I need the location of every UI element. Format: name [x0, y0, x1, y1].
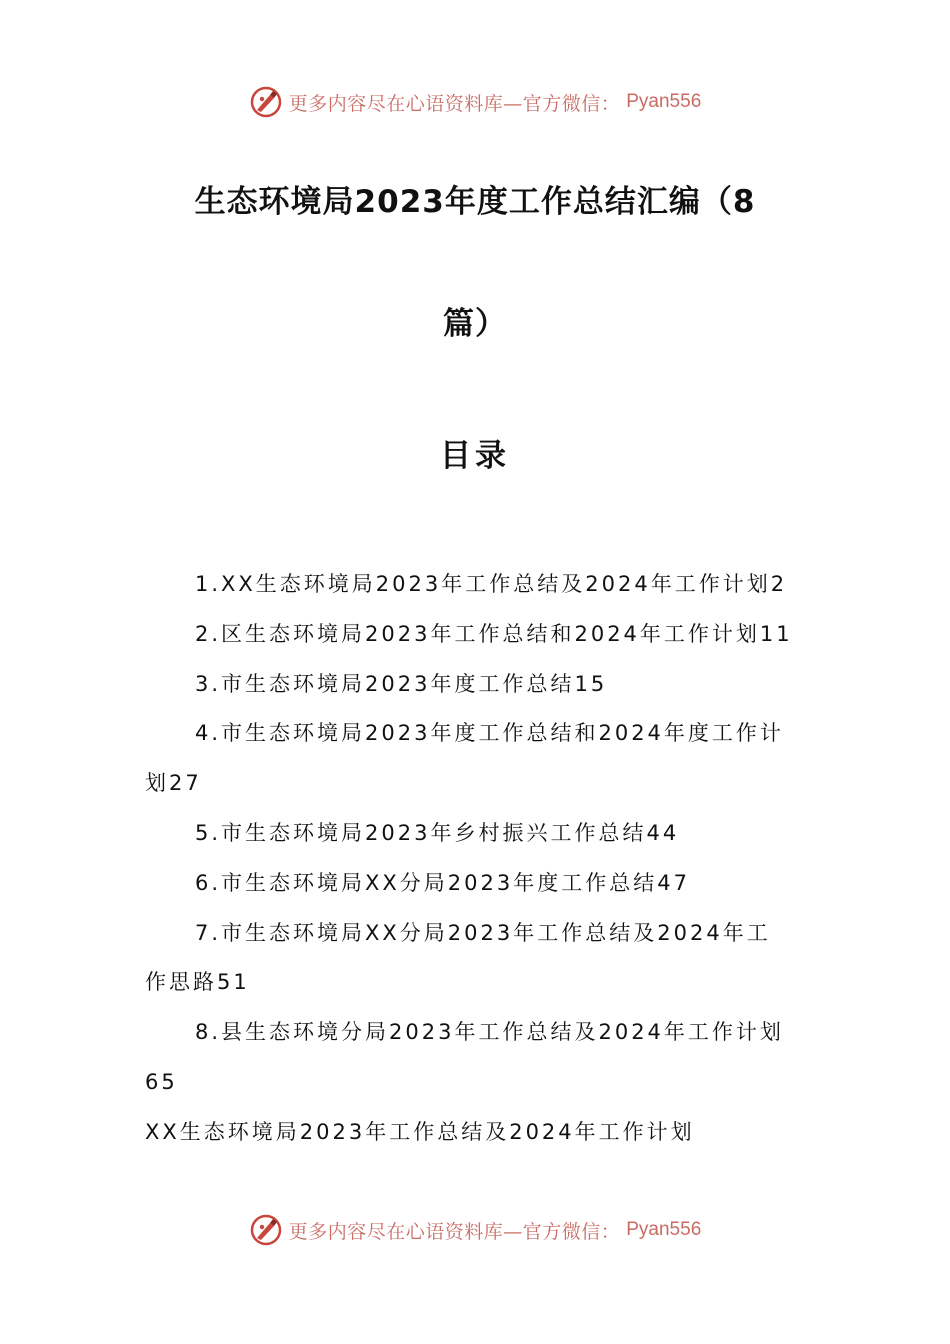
toc-entry-8-continued[interactable]: 65 — [145, 1069, 178, 1094]
pen-circle-logo-icon — [249, 85, 283, 119]
watermark-wechat-id: Pyan556 — [626, 1219, 702, 1240]
watermark-banner-bottom — [0, 1210, 950, 1250]
toc-entry-2[interactable]: 2.区生态环境局2023年工作总结和2024年工作计划11 — [195, 621, 793, 646]
toc-entry-6[interactable]: 6.市生态环境局XX分局2023年度工作总结47 — [195, 870, 690, 895]
pen-circle-logo-icon — [249, 1213, 283, 1247]
watermark-banner-top — [0, 82, 950, 122]
document-title-line-1: 生态环境局2023年度工作总结汇编（8 — [194, 184, 756, 220]
table-of-contents — [145, 560, 807, 1158]
toc-entry-5[interactable]: 5.市生态环境局2023年乡村振兴工作总结44 — [195, 820, 680, 845]
toc-entry-4-continued[interactable]: 划27 — [145, 771, 202, 796]
watermark-wechat-id: Pyan556 — [626, 91, 702, 112]
watermark-text: 更多内容尽在心语资料库—官方微信： — [288, 92, 621, 115]
toc-entry-4[interactable]: 4.市生态环境局2023年度工作总结和2024年度工作计 — [195, 721, 784, 746]
watermark-text: 更多内容尽在心语资料库—官方微信： — [288, 1220, 621, 1243]
toc-entry-1[interactable]: 1.XX生态环境局2023年工作总结及2024年工作计划2 — [195, 572, 788, 596]
toc-entry-7-continued[interactable]: 作思路51 — [145, 970, 250, 995]
section-title: XX生态环境局2023年工作总结及2024年工作计划 — [145, 1119, 695, 1144]
toc-entry-3[interactable]: 3.市生态环境局2023年度工作总结15 — [195, 671, 608, 696]
toc-entry-7[interactable]: 7.市生态环境局XX分局2023年工作总结及2024年工 — [195, 920, 771, 945]
toc-heading: 目录 — [440, 438, 510, 474]
toc-entry-8[interactable]: 8.县生态环境分局2023年工作总结及2024年工作计划 — [195, 1020, 784, 1045]
document-title-line-2: 篇） — [443, 306, 507, 342]
